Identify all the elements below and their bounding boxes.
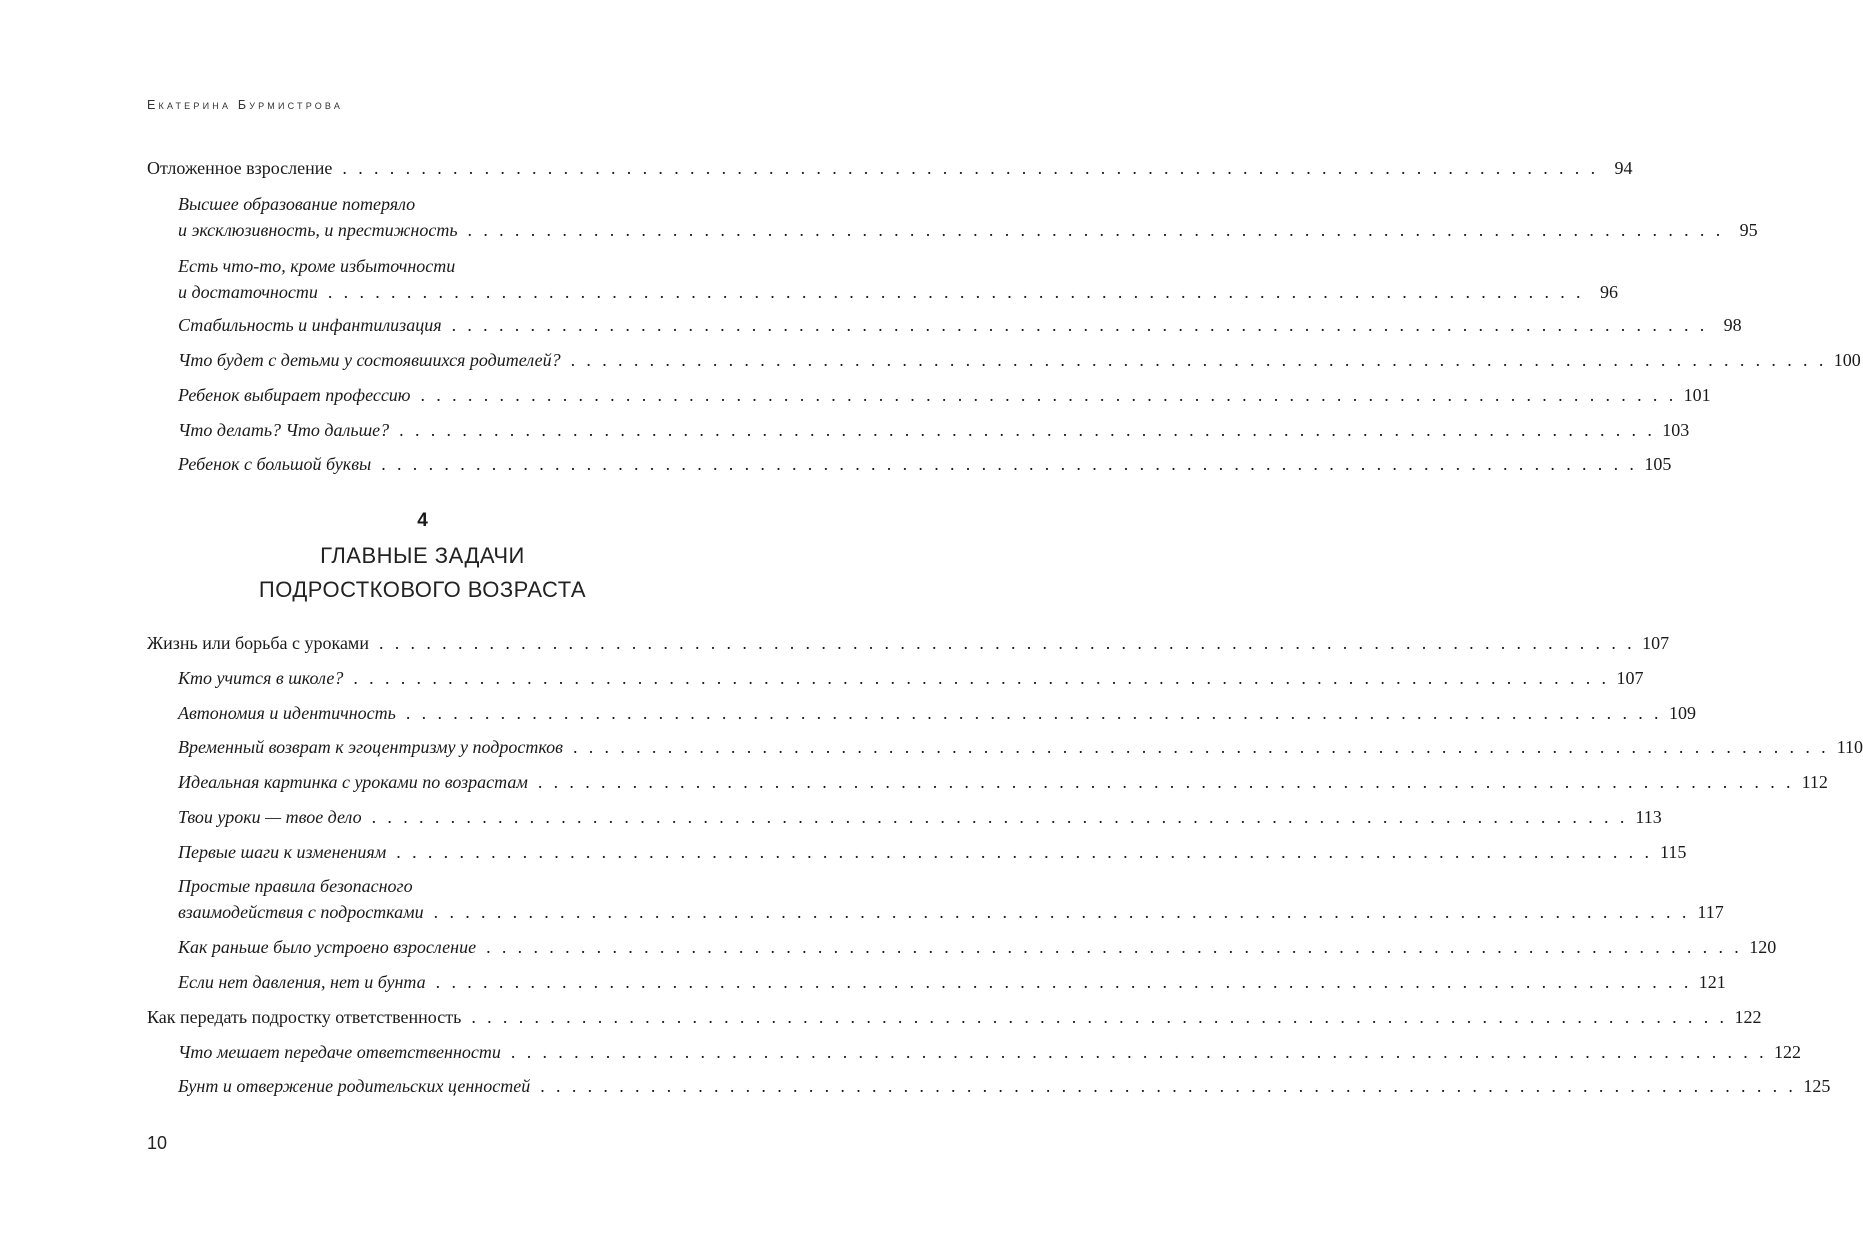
toc-entry-title: Жизнь или борьба с уроками (147, 633, 369, 653)
toc-subsection-entry (178, 769, 1828, 795)
toc-page-number: 112 (1801, 772, 1828, 792)
toc-entry-title: Простые правила безопасного (178, 876, 413, 896)
dot-leader: . . . . . . . . . . . . . . . . . . . . . . . . . . . . . . . . . . . . . . . . . . . . . . . . . . . . . . . . . . . . . . . . . . . . . . . . . . . . . . . . (537, 772, 1794, 792)
toc-subsection-entry (178, 734, 1863, 760)
toc-entry-title: Автономия и идентичность (178, 703, 396, 723)
toc-entry-title: Есть что-то, кроме избыточности (178, 256, 456, 276)
toc-entry-title: Если нет давления, нет и бунта (178, 972, 426, 992)
dot-leader: . . . . . . . . . . . . . . . . . . . . . . . . . . . . . . . . . . . . . . . . . . . . . . . . . . . . . . . . . . . . . . . . . . . . . . . . . . . . . . . . (327, 282, 1584, 302)
dot-leader: . . . . . . . . . . . . . . . . . . . . . . . . . . . . . . . . . . . . . . . . . . . . . . . . . . . . . . . . . . . . . . . . . . . . . . . . . . . . . . . . (572, 737, 1830, 757)
toc-subsection-entry (178, 873, 1724, 925)
page-number: 10 (147, 1133, 168, 1153)
toc-entry-title: Бунт и отвержение родительских ценностей (178, 1076, 531, 1096)
toc-subsection-entry (178, 804, 1662, 830)
toc-subsection-entry (178, 312, 1742, 338)
toc-section-entry (147, 155, 1633, 181)
dot-leader: . . . . . . . . . . . . . . . . . . . . . . . . . . . . . . . . . . . . . . . . . . . . . . . . . . . . . . . . . . . . . . . . . . . . . . . . . . . . . . . . (540, 1076, 1797, 1096)
toc-subsection-entry (178, 451, 1672, 477)
toc-entry-title: Как раньше было устроено взросление (178, 937, 477, 957)
toc-subsection-entry (178, 382, 1711, 408)
toc-page-number: 125 (1803, 1076, 1831, 1096)
toc-entry-title: и достаточности (178, 282, 318, 302)
toc-page-number: 94 (1614, 158, 1633, 178)
toc-page-number: 115 (1660, 842, 1687, 862)
dot-leader: . . . . . . . . . . . . . . . . . . . . . . . . . . . . . . . . . . . . . . . . . . . . . . . . . . . . . . . . . . . . . . . . . . . . . . . . . . . . . . . . (342, 158, 1599, 178)
toc-subsection-entry (178, 347, 1861, 373)
toc-subsection-entry (178, 1039, 1802, 1065)
toc-entry-title: Твои уроки — твое дело (178, 807, 362, 827)
toc-page-number: 110 (1836, 737, 1863, 757)
dot-leader: . . . . . . . . . . . . . . . . . . . . . . . . . . . . . . . . . . . . . . . . . . . . . . . . . . . . . . . . . . . . . . . . . . . . . . . . . . . . . . . . (353, 668, 1610, 688)
dot-leader: . . . . . . . . . . . . . . . . . . . . . . . . . . . . . . . . . . . . . . . . . . . . . . . . . . . . . . . . . . . . . . . . . . . . . . . . . . . . . . . . (371, 807, 1628, 827)
chapter-title-line: ПОДРОСТКОВОГО ВОЗРАСТА (258, 577, 587, 602)
chapter-number: 4 (417, 510, 428, 531)
toc-page-number: 107 (1642, 633, 1670, 653)
toc-subsection-entry (178, 665, 1644, 691)
toc-entry-title: Временный возврат к эгоцентризму у подростков (178, 737, 563, 757)
dot-leader: . . . . . . . . . . . . . . . . . . . . . . . . . . . . . . . . . . . . . . . . . . . . . . . . . . . . . . . . . . . . . . . . . . . . . . . . . . . . . . . . (510, 1042, 1768, 1062)
toc-section-entry (147, 630, 1670, 656)
toc-page-number: 95 (1739, 220, 1758, 240)
toc-entry-title: Что мешает передаче ответственности (178, 1042, 501, 1062)
toc-page-number: 122 (1734, 1007, 1762, 1027)
toc-subsection-entry (178, 700, 1696, 726)
toc-entry-title: Высшее образование потеряло (178, 194, 416, 214)
toc-section-entry (147, 1004, 1762, 1030)
toc-page-number: 122 (1774, 1042, 1802, 1062)
toc-page-number: 100 (1833, 350, 1861, 370)
dot-leader: . . . . . . . . . . . . . . . . . . . . . . . . . . . . . . . . . . . . . . . . . . . . . . . . . . . . . . . . . . . . . . . . . . . . . . . . . . . . . . . . (435, 972, 1692, 992)
toc-subsection-entry (178, 1073, 1831, 1099)
dot-leader: . . . . . . . . . . . . . . . . . . . . . . . . . . . . . . . . . . . . . . . . . . . . . . . . . . . . . . . . . . . . . . . . . . . . . . . . . . . . . . . . (399, 420, 1656, 440)
toc-page-number: 120 (1749, 937, 1777, 957)
toc-page-number: 121 (1698, 972, 1726, 992)
toc-subsection-entry (178, 934, 1777, 960)
toc-subsection-entry (178, 191, 1758, 243)
toc-entry-title: взаимодействия с подростками (178, 902, 424, 922)
dot-leader: . . . . . . . . . . . . . . . . . . . . . . . . . . . . . . . . . . . . . . . . . . . . . . . . . . . . . . . . . . . . . . . . . . . . . . . . . . . . . . . . (396, 842, 1653, 862)
toc-entry-title: Ребенок выбирает профессию (178, 385, 411, 405)
toc-page-number: 117 (1697, 902, 1724, 922)
toc-entry-title: и эксклюзивность, и престижность (178, 220, 458, 240)
dot-leader: . . . . . . . . . . . . . . . . . . . . . . . . . . . . . . . . . . . . . . . . . . . . . . . . . . . . . . . . . . . . . . . . . . . . . . . . . . . . . . . . (433, 902, 1690, 922)
toc-page-number: 98 (1723, 315, 1742, 335)
dot-leader: . . . . . . . . . . . . . . . . . . . . . . . . . . . . . . . . . . . . . . . . . . . . . . . . . . . . . . . . . . . . . . . . . . . . . . . . . . . . . . . . (451, 315, 1708, 335)
toc-entry-title: Первые шаги к изменениям (178, 842, 387, 862)
toc-entry-title: Что делать? Что дальше? (178, 420, 390, 440)
toc-subsection-entry (178, 417, 1690, 443)
dot-leader: . . . . . . . . . . . . . . . . . . . . . . . . . . . . . . . . . . . . . . . . . . . . . . . . . . . . . . . . . . . . . . . . . . . . . . . . . . . . . . . . (467, 220, 1724, 240)
chapter-title-line: ГЛАВНЫЕ ЗАДАЧИ (320, 543, 525, 568)
toc-entry-title: Идеальная картинка с уроками по возрастам (178, 772, 528, 792)
toc-subsection-entry (178, 969, 1726, 995)
dot-leader: . . . . . . . . . . . . . . . . . . . . . . . . . . . . . . . . . . . . . . . . . . . . . . . . . . . . . . . . . . . . . . . . . . . . . . . . . . . . . . . . (486, 937, 1743, 957)
dot-leader: . . . . . . . . . . . . . . . . . . . . . . . . . . . . . . . . . . . . . . . . . . . . . . . . . . . . . . . . . . . . . . . . . . . . . . . . . . . . . . . . (405, 703, 1662, 723)
toc-entry-title: Как передать подростку ответственность (147, 1007, 462, 1027)
toc-entry-title: Что будет с детьми у состоявшихся родителей? (178, 350, 561, 370)
dot-leader: . . . . . . . . . . . . . . . . . . . . . . . . . . . . . . . . . . . . . . . . . . . . . . . . . . . . . . . . . . . . . . . . . . . . . . . . . . . . . . . . (420, 385, 1677, 405)
toc-page-number: 103 (1662, 420, 1690, 440)
toc-page-number: 105 (1644, 454, 1672, 474)
toc-entry-title: Ребенок с большой буквы (178, 454, 372, 474)
toc-subsection-entry (178, 839, 1687, 865)
dot-leader: . . . . . . . . . . . . . . . . . . . . . . . . . . . . . . . . . . . . . . . . . . . . . . . . . . . . . . . . . . . . . . . . . . . . . . . . . . . . . . . . (570, 350, 1827, 370)
toc-entry-title: Отложенное взросление (147, 158, 333, 178)
toc-page-number: 101 (1683, 385, 1711, 405)
dot-leader: . . . . . . . . . . . . . . . . . . . . . . . . . . . . . . . . . . . . . . . . . . . . . . . . . . . . . . . . . . . . . . . . . . . . . . . . . . . . . . . . (381, 454, 1638, 474)
running-head-author: Екатерина Бурмистрова (147, 98, 344, 112)
toc-page-number: 113 (1635, 807, 1662, 827)
toc-entry-title: Стабильность и инфантилизация (178, 315, 442, 335)
dot-leader: . . . . . . . . . . . . . . . . . . . . . . . . . . . . . . . . . . . . . . . . . . . . . . . . . . . . . . . . . . . . . . . . . . . . . . . . . . . . . . . . (471, 1007, 1728, 1027)
toc-page-number: 96 (1599, 282, 1618, 302)
toc-page-number: 109 (1668, 703, 1696, 723)
toc-entry-title: Кто учится в школе? (178, 668, 344, 688)
toc-page-number: 107 (1616, 668, 1644, 688)
toc-subsection-entry (178, 253, 1618, 305)
dot-leader: . . . . . . . . . . . . . . . . . . . . . . . . . . . . . . . . . . . . . . . . . . . . . . . . . . . . . . . . . . . . . . . . . . . . . . . . . . . . . . . . (378, 633, 1636, 653)
